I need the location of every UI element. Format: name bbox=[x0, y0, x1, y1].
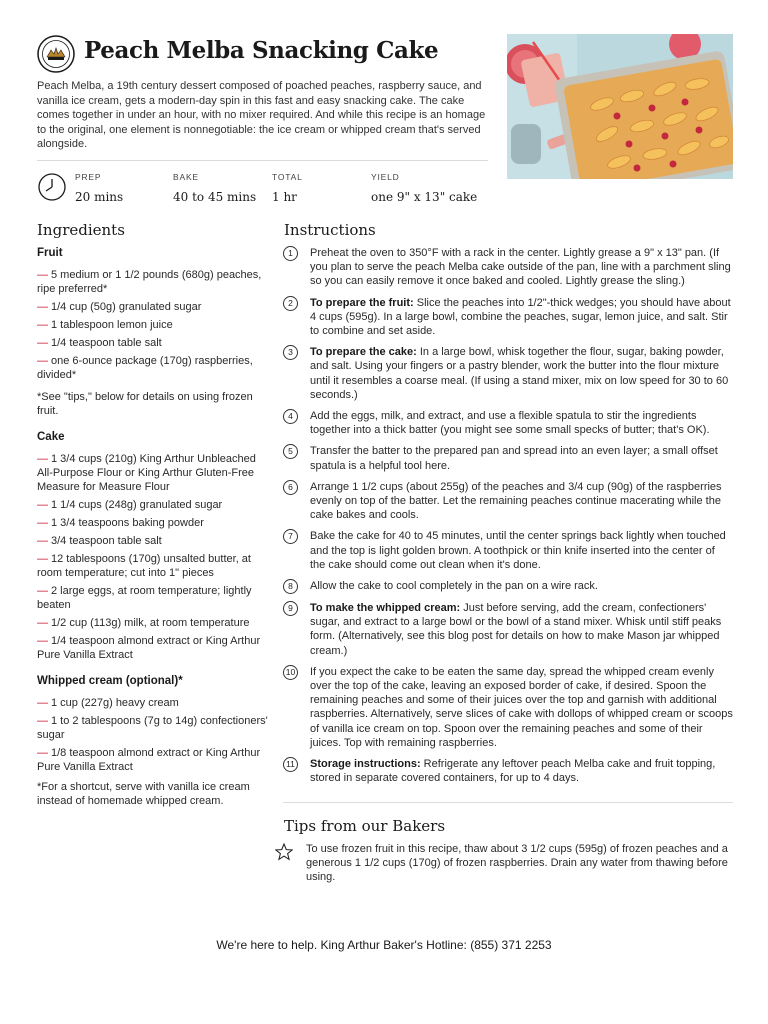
whipped-group bbox=[37, 674, 269, 808]
instructions-list bbox=[283, 246, 733, 793]
step-number: 9 bbox=[283, 601, 298, 616]
step-number: 11 bbox=[283, 757, 298, 772]
yield-label: YIELD bbox=[371, 172, 400, 182]
ingredient-item: — one 6-ounce package (170g) raspberries, divided* bbox=[37, 355, 253, 381]
instruction-step: 10 If you expect the cake to be eaten the same day, spread the whipped cream evenly over the top of the cake, leaving an exposed border of cake, if desired. Spoon the remaining peaches and some of their juices over the top and garnish with additional raspberries. Alternatively, serve slices of cake with dollops of whipped cream or scoops of vanilla ice cream on top. Spoon over the remaining peaches and some of their juices. Top with remaining raspberries. bbox=[283, 665, 733, 750]
ingredient-item: — 1/2 cup (113g) milk, at room temperature bbox=[37, 617, 250, 629]
step-number: 7 bbox=[283, 529, 298, 544]
whipped-note: *For a shortcut, serve with vanilla ice cream instead of homemade whipped cream. bbox=[37, 781, 250, 807]
fruit-note: *See "tips," below for details on using frozen fruit. bbox=[37, 391, 253, 417]
total-value: 1 hr bbox=[272, 190, 297, 204]
fruit-group bbox=[37, 246, 269, 418]
instruction-step: 3 To prepare the cake: In a large bowl, whisk together the flour, sugar, baking powder, and salt. Using your fingers or a pastry blender, work the butter into the flour mixture until it resembles a coarse meal. (If using a stand mixer, mix on low speed for 30 to 60 seconds.) bbox=[283, 345, 733, 402]
step-number: 6 bbox=[283, 480, 298, 495]
instruction-step: 8 Allow the cake to cool completely in the pan on a wire rack. bbox=[283, 579, 733, 594]
ingredient-item: — 1 to 2 tablespoons (7g to 14g) confectioners' sugar bbox=[37, 715, 268, 741]
star-icon bbox=[275, 843, 293, 861]
ingredient-item: — 1/4 teaspoon table salt bbox=[37, 337, 162, 349]
ingredient-item: — 5 medium or 1 1/2 pounds (680g) peaches, ripe preferred* bbox=[37, 269, 262, 295]
bake-value: 40 to 45 mins bbox=[173, 190, 257, 204]
yield-value: one 9" x 13" cake bbox=[371, 190, 478, 204]
recipe-photo bbox=[507, 34, 733, 179]
step-number: 4 bbox=[283, 409, 298, 424]
step-number: 3 bbox=[283, 345, 298, 360]
tips-heading: Tips from our Bakers bbox=[284, 817, 446, 835]
ingredients-list bbox=[37, 246, 269, 820]
ingredient-item: — 1 cup (227g) heavy cream bbox=[37, 697, 179, 709]
instruction-step: 4 Add the eggs, milk, and extract, and use a flexible spatula to stir the ingredients together into a thick batter (you might see some small specks of butter; that's OK). bbox=[283, 409, 733, 437]
instruction-step: 9 To make the whipped cream: Just before serving, add the cream, confectioners' sugar, and extract to a large bowl or the bowl of a stand mixer. Whisk until stiff peaks form. (Alternatively, see this blog post for details on how to make Mason jar whipped cream.) bbox=[283, 601, 733, 658]
cake-title: Cake bbox=[37, 431, 65, 443]
total-time bbox=[272, 172, 303, 204]
step-number: 8 bbox=[283, 579, 298, 594]
tips-divider bbox=[283, 802, 733, 803]
total-label: TOTAL bbox=[272, 172, 303, 182]
cake-group bbox=[37, 430, 269, 662]
ingredient-item: — 1 1/4 cups (248g) granulated sugar bbox=[37, 499, 223, 511]
ingredient-item: — 1 3/4 teaspoons baking powder bbox=[37, 517, 204, 529]
instruction-step: 5 Transfer the batter to the prepared pan and spread into an even layer; a small offset spatula is a helpful tool here. bbox=[283, 444, 733, 472]
ingredient-item: — 1 3/4 cups (210g) King Arthur Unbleached All-Purpose Flour or King Arthur Gluten-Free Measure for Measure Flour bbox=[37, 453, 256, 493]
instruction-step: 6 Arrange 1 1/2 cups (about 255g) of the peaches and 3/4 cup (90g) of the raspberries evenly on top of the batter. Let the remaining peaches continue macerating while the cake bakes and cools. bbox=[283, 480, 733, 523]
ingredient-item: — 12 tablespoons (170g) unsalted butter, at room temperature; cut into 1" pieces bbox=[37, 553, 251, 579]
bake-label: BAKE bbox=[173, 172, 199, 182]
king-arthur-logo-icon bbox=[37, 35, 75, 73]
header-divider bbox=[37, 160, 488, 161]
step-number: 2 bbox=[283, 296, 298, 311]
recipe-intro: Peach Melba, a 19th century dessert composed of poached peaches, raspberry sauce, and vanilla ice cream, gets a modern-day spin in this fast and easy snacking cake. The cake comes together in under an hour, with no mixer required. And while this recipe is an homage to the original, one element is nonnegotiable: the ice cream or whipped cream that's served alongside. bbox=[37, 80, 486, 150]
whipped-title: Whipped cream (optional)* bbox=[37, 675, 183, 687]
instruction-step: 1 Preheat the oven to 350°F with a rack in the center. Lightly grease a 9" x 13" pan. (If you plan to serve the peach Melba cake outside of the pan, line with a parchment sling so you can easily remove it once baked and cooled. Lightly grease the sling.) bbox=[283, 246, 733, 289]
yield bbox=[371, 172, 477, 204]
step-number: 5 bbox=[283, 444, 298, 459]
step-number: 10 bbox=[283, 665, 298, 680]
ingredient-item: — 1/8 teaspoon almond extract or King Arthur Pure Vanilla Extract bbox=[37, 747, 261, 773]
tips-text: To use frozen fruit in this recipe, thaw about 3 1/2 cups (595g) of frozen peaches and a generous 1 1/2 cups (170g) of frozen raspberries. Drain any water from thawing before using. bbox=[306, 843, 728, 884]
ingredients-heading: Ingredients bbox=[37, 221, 125, 239]
prep-value: 20 mins bbox=[75, 190, 124, 204]
ingredient-item: — 1/4 teaspoon almond extract or King Arthur Pure Vanilla Extract bbox=[37, 635, 261, 661]
instruction-step: 7 Bake the cake for 40 to 45 minutes, until the center springs back lightly when touched and the top is light golden brown. A toothpick or thin knife inserted into the center of the cake should come out clean when it's done. bbox=[283, 529, 733, 572]
clock-icon bbox=[37, 172, 67, 202]
instruction-step: 2 To prepare the fruit: Slice the peaches into 1/2"-thick wedges; you should have about 4 cups (595g). In a large bowl, combine the peaches, sugar, lemon juice, and salt. Stir to combine and set aside. bbox=[283, 296, 733, 339]
bake-time bbox=[173, 172, 256, 204]
prep-time bbox=[75, 172, 123, 204]
ingredient-item: — 3/4 teaspoon table salt bbox=[37, 535, 162, 547]
step-number: 1 bbox=[283, 246, 298, 261]
page-title: Peach Melba Snacking Cake bbox=[84, 37, 439, 64]
instruction-step: 11 Storage instructions: Refrigerate any leftover peach Melba cake and fruit topping, stored in separate covered containers, for up to 4 days. bbox=[283, 757, 733, 785]
footer-hotline: We're here to help. King Arthur Baker's Hotline: (855) 371 2253 bbox=[216, 938, 552, 952]
prep-label: PREP bbox=[75, 172, 102, 182]
ingredient-item: — 1/4 cup (50g) granulated sugar bbox=[37, 301, 202, 313]
instructions-heading: Instructions bbox=[284, 221, 376, 239]
ingredient-item: — 1 tablespoon lemon juice bbox=[37, 319, 173, 331]
ingredient-item: — 2 large eggs, at room temperature; lightly beaten bbox=[37, 585, 252, 611]
fruit-title: Fruit bbox=[37, 247, 63, 259]
